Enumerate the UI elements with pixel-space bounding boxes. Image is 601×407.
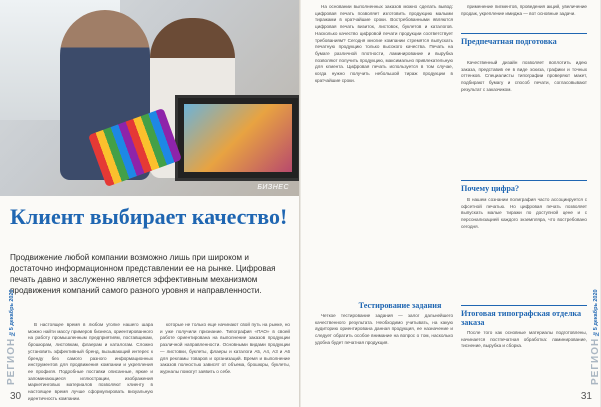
left-page-number: 30: [10, 391, 22, 402]
right-column-2-b: [461, 197, 587, 301]
article-lead: Продвижение любой компании возможно лишь при широком и достаточно информационном представлении ее на рынке. Цифровая печать давно и заслуженно является эффективным механизмом продвижения компаний самого разного уровня и направленности.: [10, 253, 276, 295]
right-column-2-c-text: После того как основные материалы подготовлены, начинается постпечатная обработка: ламинирование, тиснение, вырубка и сборка.: [461, 330, 587, 349]
left-page: [0, 0, 299, 407]
right-column-1-text: На основании выполненных заказов можно сделать вывод: цифровая печать позволяет изготовить продукцию малыми тиражами в кратчайшие сроки. Востребованными являются цифровая печать визиток, листовок, буклетов и каталогов. Насколько качество цифровой печати продукции соответствует требованиям? Сегодня многие компании стремятся выпускать печатную продукцию только высокого качества. Печать на бумаге различной плотности, ламинирование и вырубка позволяют получить продукцию, максимально привлекательную для клиента. Цифровая печать используется в том случае, когда нужно получить небольшой тираж продукции в кратчайшие сроки.: [315, 4, 453, 83]
right-column-2-top: [461, 4, 587, 30]
right-column-2-a: [461, 60, 587, 176]
right-page: [301, 0, 600, 407]
right-magazine-strip: [590, 275, 601, 385]
right-column-2-c: [461, 330, 587, 398]
left-column-1: [28, 322, 153, 401]
right-column-1-bottom: [315, 313, 453, 395]
left-magazine-brand: РЕГИОН: [6, 337, 17, 385]
right-column-2-a-text: Качественный дизайн позволяет воплотить идею заказа, представив ее в виде эскиза, графики и точных оттенков. Специалисты типографии проверяют макет, подбирают бумагу и способ печати, согласовывают результат с заказчиком.: [461, 60, 587, 92]
subhead-final-finishing: Итоговая типографская отделка заказа: [461, 309, 582, 327]
subhead-rule-1: [461, 33, 587, 34]
subhead-testing: Тестирование задания: [358, 301, 442, 310]
section-label: БИЗНЕС: [257, 184, 289, 191]
photo-monitor: [175, 95, 301, 181]
article-photo: [0, 0, 299, 196]
right-magazine-brand: РЕГИОН: [590, 337, 601, 385]
right-page-number: 31: [580, 391, 592, 402]
monitor-screen: [184, 104, 292, 172]
right-column-2-b-text: В нашем сознании полиграфия часто ассоциируется с офсетной печатью. Но цифровая печать позволяет выпускать малые тиражи по доступной цене и с персонализацией каждого экземпляра, что востребовано сегодня.: [461, 197, 587, 229]
subhead-why-digital: Почему цифра?: [461, 184, 520, 193]
right-issue-label: №5 декабрь 2020: [593, 289, 599, 337]
subhead-rule-2: [461, 180, 587, 181]
right-column-1-bottom-text: Четкое тестирование задания — залог дальнейшего качественного результата. Необходимо учитывать, на какую аудиторию ориентирована данная продукция, ее назначение и следует обратить особое внимание на вопрос о том, насколько удобна будет печатная продукция.: [315, 313, 453, 345]
subhead-prepress: Предпечатная подготовка: [461, 37, 557, 46]
article-headline: Клиент выбирает качество!: [10, 204, 288, 229]
left-issue-label: №5 декабрь 2020: [9, 289, 15, 337]
left-magazine-strip: [6, 275, 17, 385]
right-column-1: [315, 4, 453, 276]
left-column-2: [160, 322, 290, 390]
subhead-rule-3: [461, 305, 587, 306]
right-column-2-top-text: применение пигментов, проведения акций, увеличение продаж, укрепление имиджа — вот основные задачи.: [461, 4, 587, 16]
left-column-1-text: В настоящее время в любом уголке нашего шара можно найти массу примеров бизнеса, ориентированного на работу промышленным предприятиям, поставщикам, брошюрам, листовкам, флаерам и каталогам. Сложно установить эффективный бренд, вызывающий интерес к бренду без самого разного информационных инструментов для продвижения компании и укрепления ее профиля. Подробные поставки описанные, яркие и запоминающиеся иллюстрации, изображения маркетинговых материалов позволяют клиенту в настоящее время лучше сформулировать визуальную идентичность компании.: [28, 322, 153, 401]
left-column-2-text: которые не только еще начинают свой путь на рынке, но и уже получили признание. Типография «ПАО» в своей работе ориентирована на выполнение заказов продукции различной направленности. Основными видами продукции — листовки, буклеты, флаеры и каталоги А5, А4, А3 и А6 для рекламы товаров и организаций. Время и выполнение заказов полностью зависят от объема, брошюры, буклеты, журналы помогут заявить о себе.: [160, 322, 290, 374]
